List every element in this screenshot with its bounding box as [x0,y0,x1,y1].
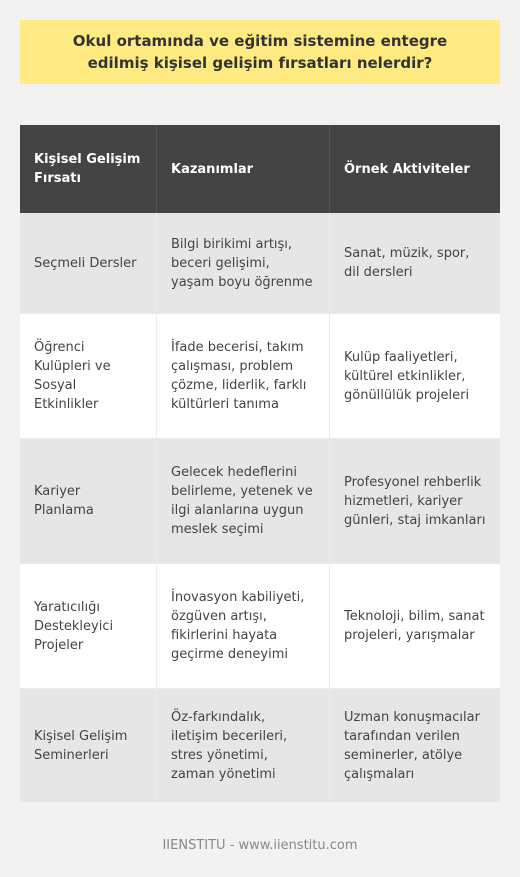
table-row [20,564,500,689]
cell-opportunity: Yaratıcılığı Destekleyici Projeler [20,564,157,688]
cell-gains: İnovasyon kabiliyeti, özgüven artışı, fikirlerini hayata geçirme deneyimi [157,564,330,688]
cell-gains: İfade becerisi, takım çalışması, problem çözme, liderlik, farklı kültürleri tanıma [157,314,330,438]
page-title: Okul ortamında ve eğitim sistemine entegre edilmiş kişisel gelişim fırsatları nelerdir? [72,32,448,72]
table-header-row [20,125,500,213]
table-row [20,439,500,564]
footer-credit: IIENSTITU - www.iienstitu.com [162,838,358,853]
cell-gains: Öz-farkındalık, iletişim becerileri, stres yönetimi, zaman yönetimi [157,689,330,802]
opportunities-table [20,125,500,802]
title-banner [20,20,500,84]
header-gains: Kazanımlar [157,125,330,213]
table-row [20,314,500,439]
cell-opportunity: Öğrenci Kulüpleri ve Sosyal Etkinlikler [20,314,157,438]
header-opportunity: Kişisel Gelişim Fırsatı [20,125,157,213]
cell-activities: Profesyonel rehberlik hizmetleri, kariyer günleri, staj imkanları [344,474,486,528]
cell-activities: Uzman konuşmacılar tarafından verilen seminerler, atölye çalışmaları [344,709,480,782]
header-activities: Örnek Aktiviteler [344,161,470,177]
cell-activities: Teknoloji, bilim, sanat projeleri, yarışmalar [344,609,485,643]
cell-opportunity: Kişisel Gelişim Seminerleri [20,689,157,802]
cell-gains: Gelecek hedeflerini belirleme, yetenek ve ilgi alanlarına uygun meslek seçimi [157,439,330,563]
cell-activities: Kulüp faaliyetleri, kültürel etkinlikler, gönüllülük projeleri [344,349,470,403]
table-row [20,689,500,802]
cell-opportunity: Kariyer Planlama [20,439,157,563]
cell-activities: Sanat, müzik, spor, dil dersleri [344,246,470,280]
cell-opportunity: Seçmeli Dersler [20,213,157,313]
cell-gains: Bilgi birikimi artışı, beceri gelişimi, yaşam boyu öğrenme [157,213,330,313]
table-row [20,213,500,314]
